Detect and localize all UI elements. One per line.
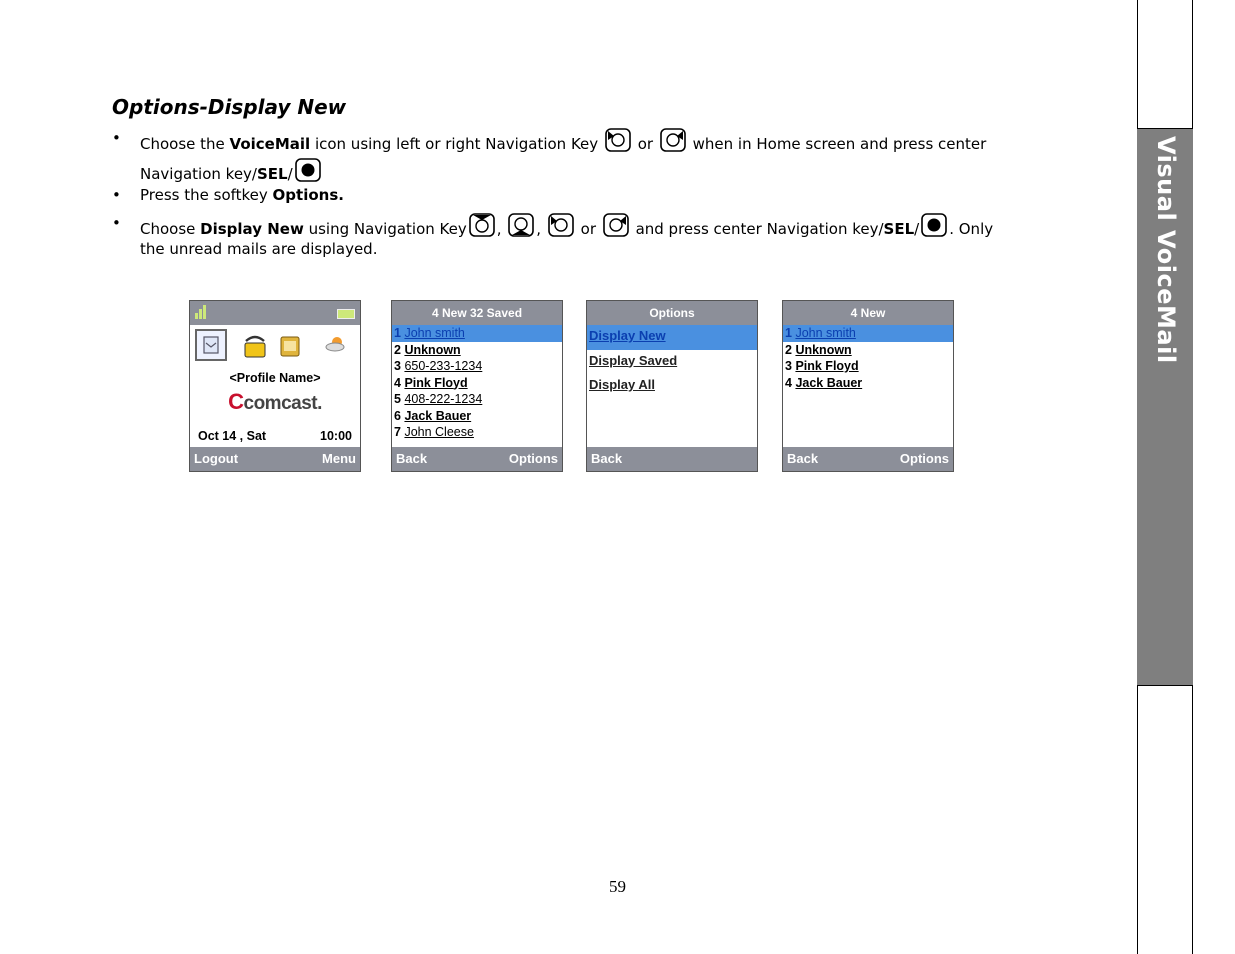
text-run: Choose the xyxy=(140,135,230,153)
item-number: 1 xyxy=(785,326,792,340)
sel-term: SEL xyxy=(256,165,288,183)
screen-header: 4 New 32 Saved xyxy=(392,301,562,325)
nav-key-center-icon xyxy=(295,158,321,182)
text-run: , xyxy=(496,220,502,238)
item-number: 4 xyxy=(394,375,401,390)
item-name: John Cleese xyxy=(404,425,474,439)
text-run: / xyxy=(287,165,293,183)
text-run: or xyxy=(637,135,654,153)
item-name: John smith xyxy=(795,326,856,340)
instruction-item-2 xyxy=(112,185,1052,205)
instruction-item-1 xyxy=(112,128,1052,185)
text-run: using Navigation Key xyxy=(303,220,467,238)
bullet-dot: • xyxy=(112,214,121,232)
voicemail-list xyxy=(783,325,953,391)
options-menu xyxy=(587,325,757,399)
chapter-tab-label: Visual VoiceMail xyxy=(1152,136,1180,364)
item-number: 7 xyxy=(394,425,401,439)
instruction-item-3 xyxy=(112,213,1052,259)
softkey-bar xyxy=(783,447,953,471)
nav-key-left-icon xyxy=(605,128,631,152)
options-term: Options. xyxy=(272,186,344,204)
item-name: Unknown xyxy=(795,342,852,357)
text-run: Choose xyxy=(140,220,201,238)
list-item[interactable] xyxy=(392,375,562,392)
item-number: 2 xyxy=(785,342,792,357)
item-name: Jack Bauer xyxy=(795,375,863,390)
address-book-icon[interactable] xyxy=(277,333,303,359)
item-name: Pink Floyd xyxy=(795,359,859,373)
item-number: 6 xyxy=(394,408,401,423)
list-item[interactable] xyxy=(392,342,562,359)
list-item[interactable] xyxy=(783,358,953,375)
comcast-logo xyxy=(190,389,360,415)
text-run: when in Home screen and press center xyxy=(692,135,987,153)
status-bar xyxy=(190,301,360,325)
display-new-term: Display New xyxy=(200,220,304,238)
softkey-back[interactable]: Back xyxy=(396,451,428,466)
new-voicemail-list-screen xyxy=(782,300,954,472)
logo-letter: C xyxy=(228,389,244,414)
weather-icon[interactable] xyxy=(323,333,349,359)
item-name: Unknown xyxy=(404,342,461,357)
softkey-back[interactable]: Back xyxy=(591,451,623,466)
nav-key-right-icon xyxy=(603,213,629,237)
list-item[interactable] xyxy=(392,408,562,425)
item-number: 4 xyxy=(785,375,792,390)
text-run: Press the softkey xyxy=(140,186,273,204)
nav-key-right-icon xyxy=(660,128,686,152)
screen-header: Options xyxy=(587,301,757,325)
item-name: John smith xyxy=(404,326,465,340)
voicemail-term: VoiceMail xyxy=(229,135,311,153)
date-time-row xyxy=(198,429,352,443)
nav-key-left-icon xyxy=(548,213,574,237)
softkey-menu[interactable]: Menu xyxy=(322,451,356,466)
time-label: 10:00 xyxy=(320,429,352,443)
list-item[interactable] xyxy=(783,342,953,359)
softkey-bar xyxy=(587,447,757,471)
options-screen xyxy=(586,300,758,472)
list-item[interactable] xyxy=(392,424,562,441)
date-label: Oct 14 , Sat xyxy=(198,429,267,443)
signal-icon xyxy=(195,305,207,319)
home-icon-row xyxy=(190,325,360,371)
text-run: or xyxy=(580,220,596,238)
text-run: , xyxy=(536,220,542,238)
list-item[interactable] xyxy=(392,391,562,408)
softkey-bar xyxy=(190,447,360,471)
item-number: 1 xyxy=(394,326,401,340)
item-number: 5 xyxy=(394,392,401,406)
softkey-bar xyxy=(392,447,562,471)
menu-item-display-new[interactable]: Display New xyxy=(587,325,757,350)
item-number: 3 xyxy=(785,359,792,373)
home-screen xyxy=(189,300,361,472)
item-number: 3 xyxy=(394,359,401,373)
phone-icon[interactable] xyxy=(242,333,268,359)
item-name: Pink Floyd xyxy=(404,375,468,390)
item-name: Jack Bauer xyxy=(404,408,472,423)
instruction-item-3-line2: the unread mails are displayed. xyxy=(140,240,378,258)
nav-key-down-icon xyxy=(508,213,534,237)
logo-text: comcast xyxy=(243,393,318,414)
page-number: 59 xyxy=(609,877,626,896)
list-item[interactable] xyxy=(783,325,953,342)
voicemail-icon[interactable] xyxy=(195,329,227,361)
text-run: Navigation key/ xyxy=(140,165,257,183)
item-number: 2 xyxy=(394,342,401,357)
screen-header: 4 New xyxy=(783,301,953,325)
sel-term: SEL xyxy=(883,220,915,238)
list-item[interactable] xyxy=(783,375,953,392)
section-title: Options-Display New xyxy=(112,95,347,119)
menu-item-display-saved[interactable]: Display Saved xyxy=(589,352,678,368)
text-run: / xyxy=(914,220,920,238)
item-name: 650-233-1234 xyxy=(404,359,483,373)
text-run: . Only xyxy=(949,220,994,238)
profile-name: <Profile Name> xyxy=(229,371,321,385)
nav-key-up-icon xyxy=(469,213,495,237)
instruction-list xyxy=(112,128,1052,259)
bullet-dot: • xyxy=(112,186,121,204)
softkey-back[interactable]: Back xyxy=(787,451,819,466)
nav-key-center-icon xyxy=(921,213,947,237)
list-item[interactable] xyxy=(392,325,562,342)
item-name: 408-222-1234 xyxy=(404,392,483,406)
menu-item-display-all[interactable]: Display All xyxy=(589,377,655,392)
softkey-logout[interactable]: Logout xyxy=(194,451,239,466)
voicemail-list xyxy=(392,325,562,441)
logo-dot: . xyxy=(317,393,322,414)
voicemail-list-screen xyxy=(391,300,563,472)
battery-icon xyxy=(337,309,355,319)
text-run: icon using left or right Navigation Key xyxy=(310,135,599,153)
softkey-options[interactable]: Options xyxy=(899,451,949,466)
bullet-dot: • xyxy=(112,129,121,147)
softkey-options[interactable]: Options xyxy=(508,451,558,466)
text-run: and press center Navigation key/ xyxy=(635,220,884,238)
list-item[interactable] xyxy=(392,358,562,375)
